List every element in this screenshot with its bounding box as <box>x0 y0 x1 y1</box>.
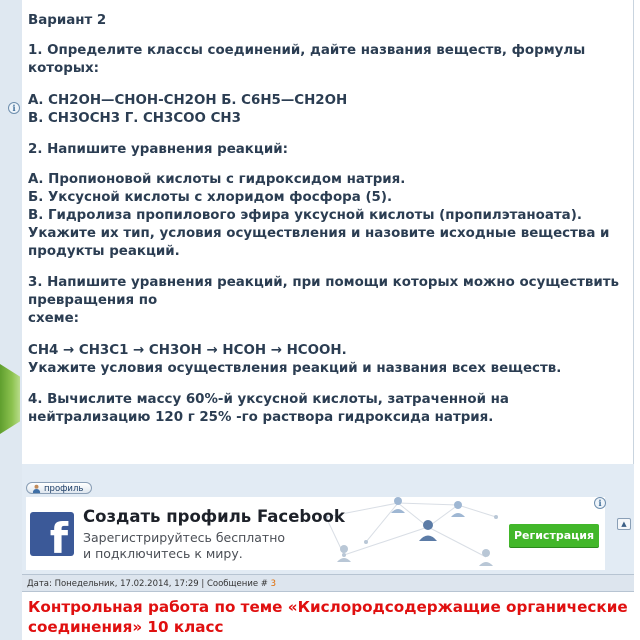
ad-subtitle <box>83 530 285 562</box>
question-2-item-b: Б. Уксусной кислоты с хлоридом фосфора (5). <box>28 190 393 205</box>
post-date: Дата: Понедельник, 17.02.2014, 17:29 | Сообщение # <box>27 579 271 589</box>
ad-subtitle-line-1: Зарегистрируйтесь бесплатно <box>83 530 286 545</box>
question-3-scheme: СН4 → CH3C1 → СН3ОН → НСОН → НСООН. <box>28 343 347 358</box>
question-2-item-a: А. Пропионовой кислоты с гидроксидом натрия. <box>28 172 406 187</box>
question-2-item-c: В. Гидролиза пропилового эфира уксусной кислоты (пропилэтаноата). <box>28 208 582 223</box>
ad-subtitle-line-2: и подключитесь к миру. <box>83 546 243 561</box>
question-2-heading: 2. Напишите уравнения реакций: <box>28 142 288 157</box>
ad-title[interactable]: Создать профиль Facebook <box>83 507 345 526</box>
info-icon[interactable]: i <box>8 102 20 114</box>
ad-info-icon[interactable]: i <box>594 497 606 509</box>
register-button[interactable]: Регистрация <box>509 524 599 547</box>
question-1-heading: 1. Определите классы соединений, дайте названия веществ, формулы которых: <box>28 43 586 76</box>
question-3-instructions: Укажите условия осуществления реакций и названия всех веществ. <box>28 361 562 376</box>
post-meta-bar <box>22 574 634 592</box>
next-post-title: Контрольная работа по теме «Кислородсодержащие органические соединения» 10 класс <box>28 598 628 636</box>
scroll-to-top-icon[interactable]: ▲ <box>617 518 631 530</box>
profile-button-label: профиль <box>44 484 84 494</box>
question-4-text: 4. Вычислите массу 60%-й уксусной кислоты, затраченной на нейтрализацию 120 г 25% -го раствора гидроксида натрия. <box>28 392 509 425</box>
message-number-link[interactable]: 3 <box>270 579 277 589</box>
person-icon-1 <box>391 497 405 513</box>
question-1-formulas-line-1: А. CH2OH—CHOH-CH2OH Б. С6Н5—СН2ОН <box>28 93 348 108</box>
facebook-ad-banner[interactable] <box>26 497 605 570</box>
left-sidebar-strip <box>0 0 22 640</box>
variant-title: Вариант 2 <box>28 13 107 28</box>
facebook-logo-glyph: f <box>49 514 68 563</box>
facebook-logo-icon <box>30 512 74 563</box>
user-icon <box>32 484 41 493</box>
profile-button[interactable] <box>26 482 92 494</box>
question-1-formulas-line-2: В. CH3OCH3 Г. CH3COO CH3 <box>28 111 241 126</box>
question-2-instructions: Укажите их тип, условия осуществления и назовите исходные вещества и продукты реакций. <box>28 226 610 259</box>
person-icon-5 <box>479 549 493 566</box>
question-3-heading-line-1: 3. Напишите уравнения реакций, при помощи которых можно осуществить превращения по <box>28 275 620 308</box>
post-body <box>22 0 633 464</box>
question-3-heading-line-2: схеме: <box>28 311 80 326</box>
